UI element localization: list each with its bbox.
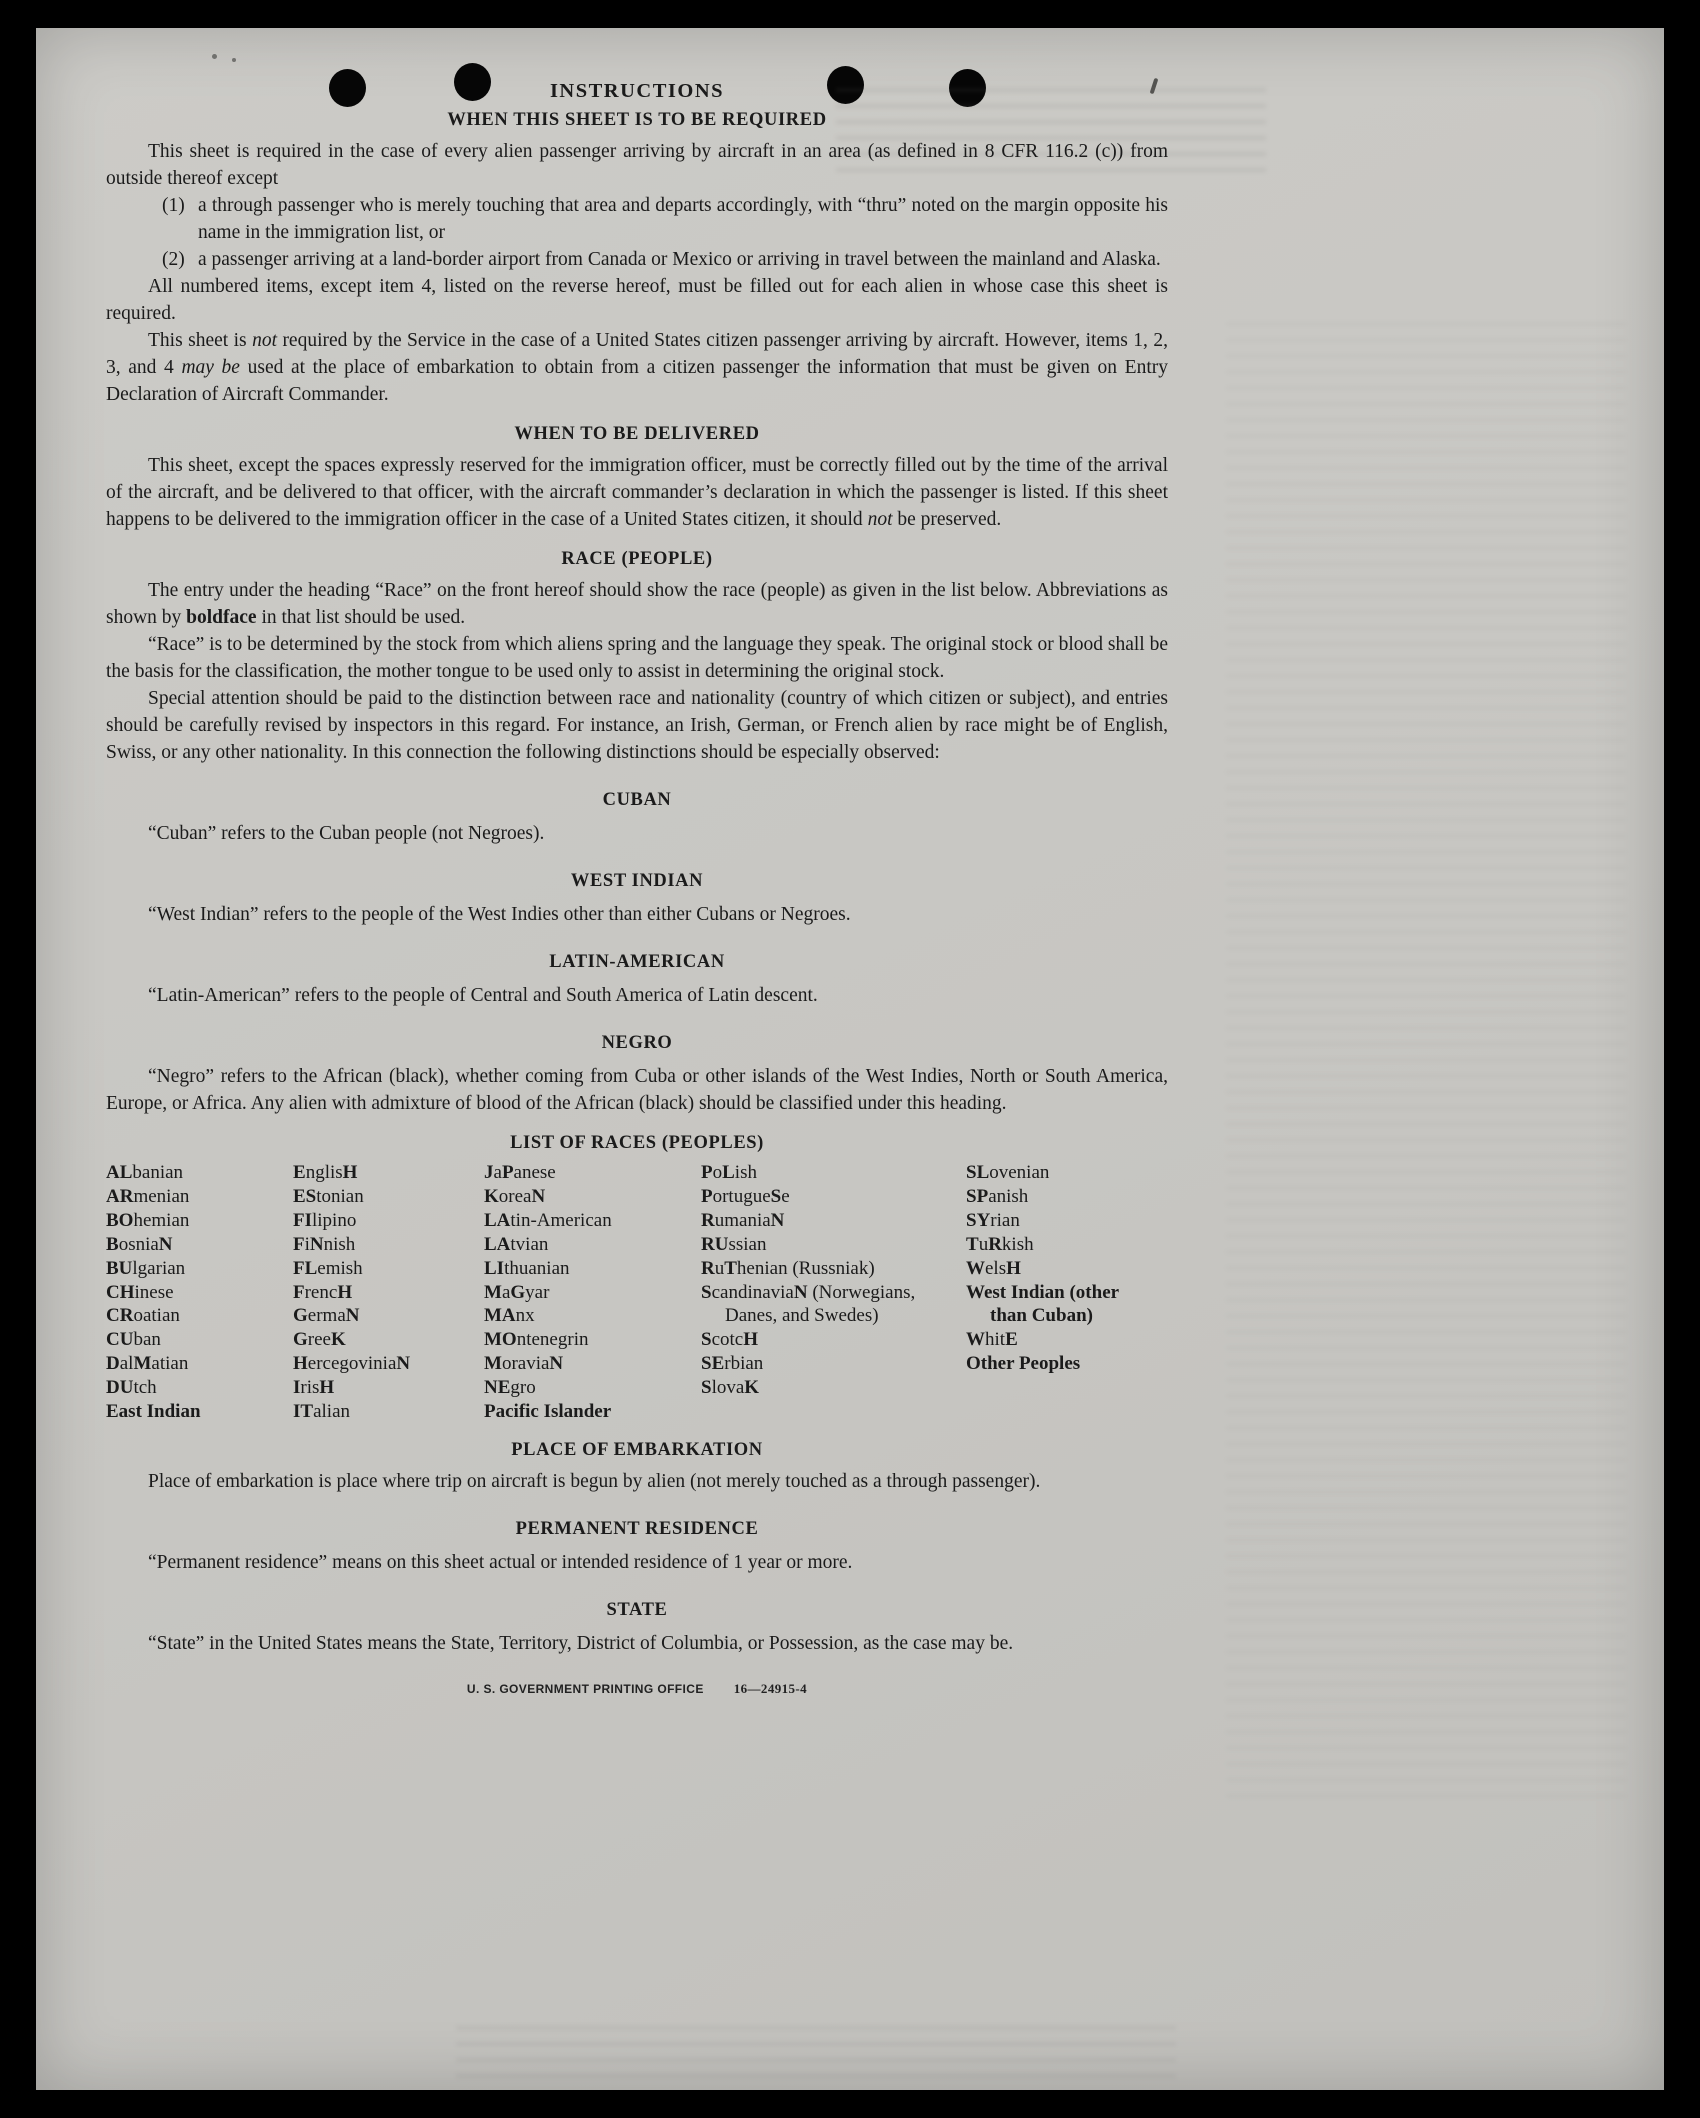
race-list-column [966, 1161, 1168, 1424]
race-item: EnglisH [293, 1162, 358, 1183]
race-item: SErbian [701, 1353, 764, 1375]
item-text: a through passenger who is merely touching that area and departs accordingly, with “thru” noted on the margin opposite his name in the immigration list, or [198, 195, 1168, 243]
numbered-item-1 [162, 192, 1168, 246]
para-required-intro: This sheet is required in the case of every alien passenger arriving by aircraft in an area (as defined in 8 CFR 116.2 (c)) from outside thereof except [106, 141, 1168, 189]
instructions-page [106, 78, 1168, 1703]
race-item: GermaN [293, 1305, 360, 1327]
text-run: used at the place of embarkation to obtain from a citizen passenger the information that must be given on Entry Declaration of Aircraft Commander. [106, 357, 1169, 405]
race-list-column [484, 1161, 701, 1424]
race-item: ALbanian [106, 1162, 184, 1183]
race-item: NEgro [484, 1377, 536, 1399]
race-item: MOntenegrin [484, 1329, 589, 1351]
text-run: required by the Service in the case of a United States citizen passenger arriving by aircraft. However, items 1, 2, 3, and 4 [106, 330, 1168, 378]
race-item: FLemish [293, 1257, 363, 1279]
race-item: RuThenian (Russniak) [701, 1257, 875, 1279]
race-item: ITalian [293, 1401, 351, 1423]
section-heading-west-indian: WEST INDIAN [570, 871, 704, 891]
race-item: DalMatian [106, 1353, 189, 1375]
race-item: LAtvian [484, 1233, 549, 1255]
para-residence: “Permanent residence” means on this sheet actual or intended residence of 1 year or more. [148, 1551, 853, 1573]
para-latin-american: “Latin-American” refers to the people of Central and South America of Latin descent. [148, 985, 818, 1006]
race-item: MAnx [484, 1305, 535, 1327]
race-list-column [701, 1161, 966, 1424]
scan-speck [212, 54, 217, 59]
bold-run: boldface [186, 607, 257, 628]
text-run: in that list should be used. [256, 607, 466, 628]
race-item: FiNnish [293, 1233, 356, 1255]
race-item: Other Peoples [966, 1353, 1081, 1375]
para-west-indian: “West Indian” refers to the people of the West Indies other than either Cubans or Negroes. [148, 904, 851, 925]
race-item: SPanish [966, 1185, 1029, 1207]
section-heading-residence: PERMANENT RESIDENCE [515, 1518, 759, 1539]
race-item: WelsH [966, 1257, 1021, 1279]
form-code: 16—24915-4 [733, 1680, 808, 1696]
race-item: PoLish [701, 1162, 757, 1183]
text-run: This sheet is [148, 330, 253, 351]
race-item: West Indian (other than Cuban) [966, 1281, 1119, 1327]
para-delivered [106, 452, 1168, 533]
race-item: IrisH [293, 1377, 335, 1399]
race-list-column [106, 1161, 293, 1424]
para-race-entry [106, 577, 1168, 631]
race-item: FrencH [293, 1281, 353, 1303]
numbered-item-2 [162, 246, 1168, 273]
race-item: BUlgarian [106, 1257, 186, 1279]
scanned-sheet [36, 28, 1664, 2090]
text-run: The entry under the heading “Race” on the front hereof should show the race (people) as given in the list below. Abbreviations as shown by [106, 580, 1168, 628]
section-heading-required: WHEN THIS SHEET IS TO BE REQUIRED [447, 110, 827, 130]
race-item: ARmenian [106, 1185, 190, 1207]
italic-run: not [867, 509, 893, 530]
printer-name: U. S. GOVERNMENT PRINTING OFFICE [466, 1681, 704, 1696]
text-run: This sheet, except the spaces expressly reserved for the immigration officer, must be correctly filled out by the time of the arrival of the aircraft, and be delivered to that officer, with the aircraft commander’s declaration in which the passenger is listed. If this sheet happens to be delivered to the immigration officer in the case of a United States citizen, it should [106, 455, 1168, 530]
race-item: JaPanese [484, 1162, 556, 1183]
race-item: SLovenian [966, 1162, 1050, 1183]
race-item: CUban [106, 1329, 161, 1351]
race-item: FIlipino [293, 1209, 357, 1231]
race-item: DUtch [106, 1377, 157, 1399]
section-heading-embarkation: PLACE OF EMBARKATION [511, 1439, 763, 1460]
para-state: “State” in the United States means the State, Territory, District of Columbia, or Possession, as the case may be. [148, 1632, 1014, 1654]
para-embarkation: Place of embarkation is place where trip on aircraft is begun by alien (not merely touched as a through passenger). [148, 1470, 1041, 1492]
race-item: TuRkish [966, 1233, 1034, 1255]
race-item: KoreaN [484, 1185, 546, 1207]
para-race-nationality: Special attention should be paid to the distinction between race and nationality (country of which citizen or subject), and entries should be carefully revised by inspectors in this regard. For instance, an Irish, German, or French alien by race might be of English, Swiss, or any other nationality. In this connection the following distinctions should be especially observed: [106, 688, 1168, 763]
para-negro: “Negro” refers to the African (black), whether coming from Cuba or other islands of the West Indies, North or South America, Europe, or Africa. Any alien with admixture of blood of the African (black) should be classified under this heading. [106, 1066, 1168, 1114]
bleed-through-smudge [456, 2020, 1176, 2078]
race-item: RUssian [701, 1233, 767, 1255]
section-heading-negro: NEGRO [601, 1033, 673, 1053]
section-heading-delivered: WHEN TO BE DELIVERED [514, 424, 760, 444]
race-item: BOhemian [106, 1209, 190, 1231]
bleed-through-smudge [1226, 318, 1626, 1798]
italic-run: not [252, 330, 277, 351]
section-heading-state: STATE [606, 1599, 668, 1620]
para-citizen-passenger [106, 327, 1168, 408]
race-item: PortugueSe [701, 1185, 790, 1207]
race-item: RumaniaN [701, 1209, 785, 1231]
race-item: CRoatian [106, 1305, 180, 1327]
para-all-numbered-items: All numbered items, except item 4, listed on the reverse hereof, must be filled out for each alien in whose case this sheet is required. [106, 276, 1168, 324]
race-item: HercegoviniaN [293, 1353, 411, 1375]
race-item: ScandinaviaN (Norwegians, Danes, and Swedes) [701, 1281, 916, 1327]
race-item: MoraviaN [484, 1353, 564, 1375]
race-item: Pacific Islander [484, 1401, 612, 1423]
race-item: LIthuanian [484, 1257, 570, 1279]
race-item: BosniaN [106, 1233, 173, 1255]
race-item: GreeK [293, 1329, 346, 1351]
race-item: East Indian [106, 1401, 201, 1423]
item-text: a passenger arriving at a land-border airport from Canada or Mexico or arriving in travel between the mainland and Alaska. [198, 249, 1161, 270]
gpo-imprint [106, 1675, 1168, 1703]
race-list [106, 1161, 1168, 1424]
para-cuban: “Cuban” refers to the Cuban people (not Negroes). [148, 823, 545, 844]
scan-speck [232, 58, 236, 62]
item-number: (2) [162, 249, 185, 270]
race-item: ScotcH [701, 1329, 759, 1351]
section-heading-race-list: LIST OF RACES (PEOPLES) [510, 1133, 764, 1153]
race-item: SlovaK [701, 1377, 760, 1399]
section-heading-latin-american: LATIN-AMERICAN [549, 952, 725, 972]
section-heading-cuban: CUBAN [602, 790, 672, 810]
text-run: be preserved. [892, 509, 1002, 530]
race-item: MaGyar [484, 1281, 550, 1303]
italic-run: may be [181, 357, 240, 378]
race-item: SYrian [966, 1209, 1020, 1231]
race-list-column [293, 1161, 484, 1424]
race-item: EStonian [293, 1185, 364, 1207]
race-item: LAtin-American [484, 1209, 612, 1231]
race-item: WhitE [966, 1329, 1018, 1351]
race-item: CHinese [106, 1281, 174, 1303]
page-title: INSTRUCTIONS [549, 80, 725, 102]
section-heading-race: RACE (PEOPLE) [561, 549, 713, 569]
item-number: (1) [162, 195, 185, 216]
para-race-stock: “Race” is to be determined by the stock from which aliens spring and the language they speak. The original stock or blood shall be the basis for the classification, the mother tongue to be used only to assist in determining the original stock. [106, 634, 1168, 682]
